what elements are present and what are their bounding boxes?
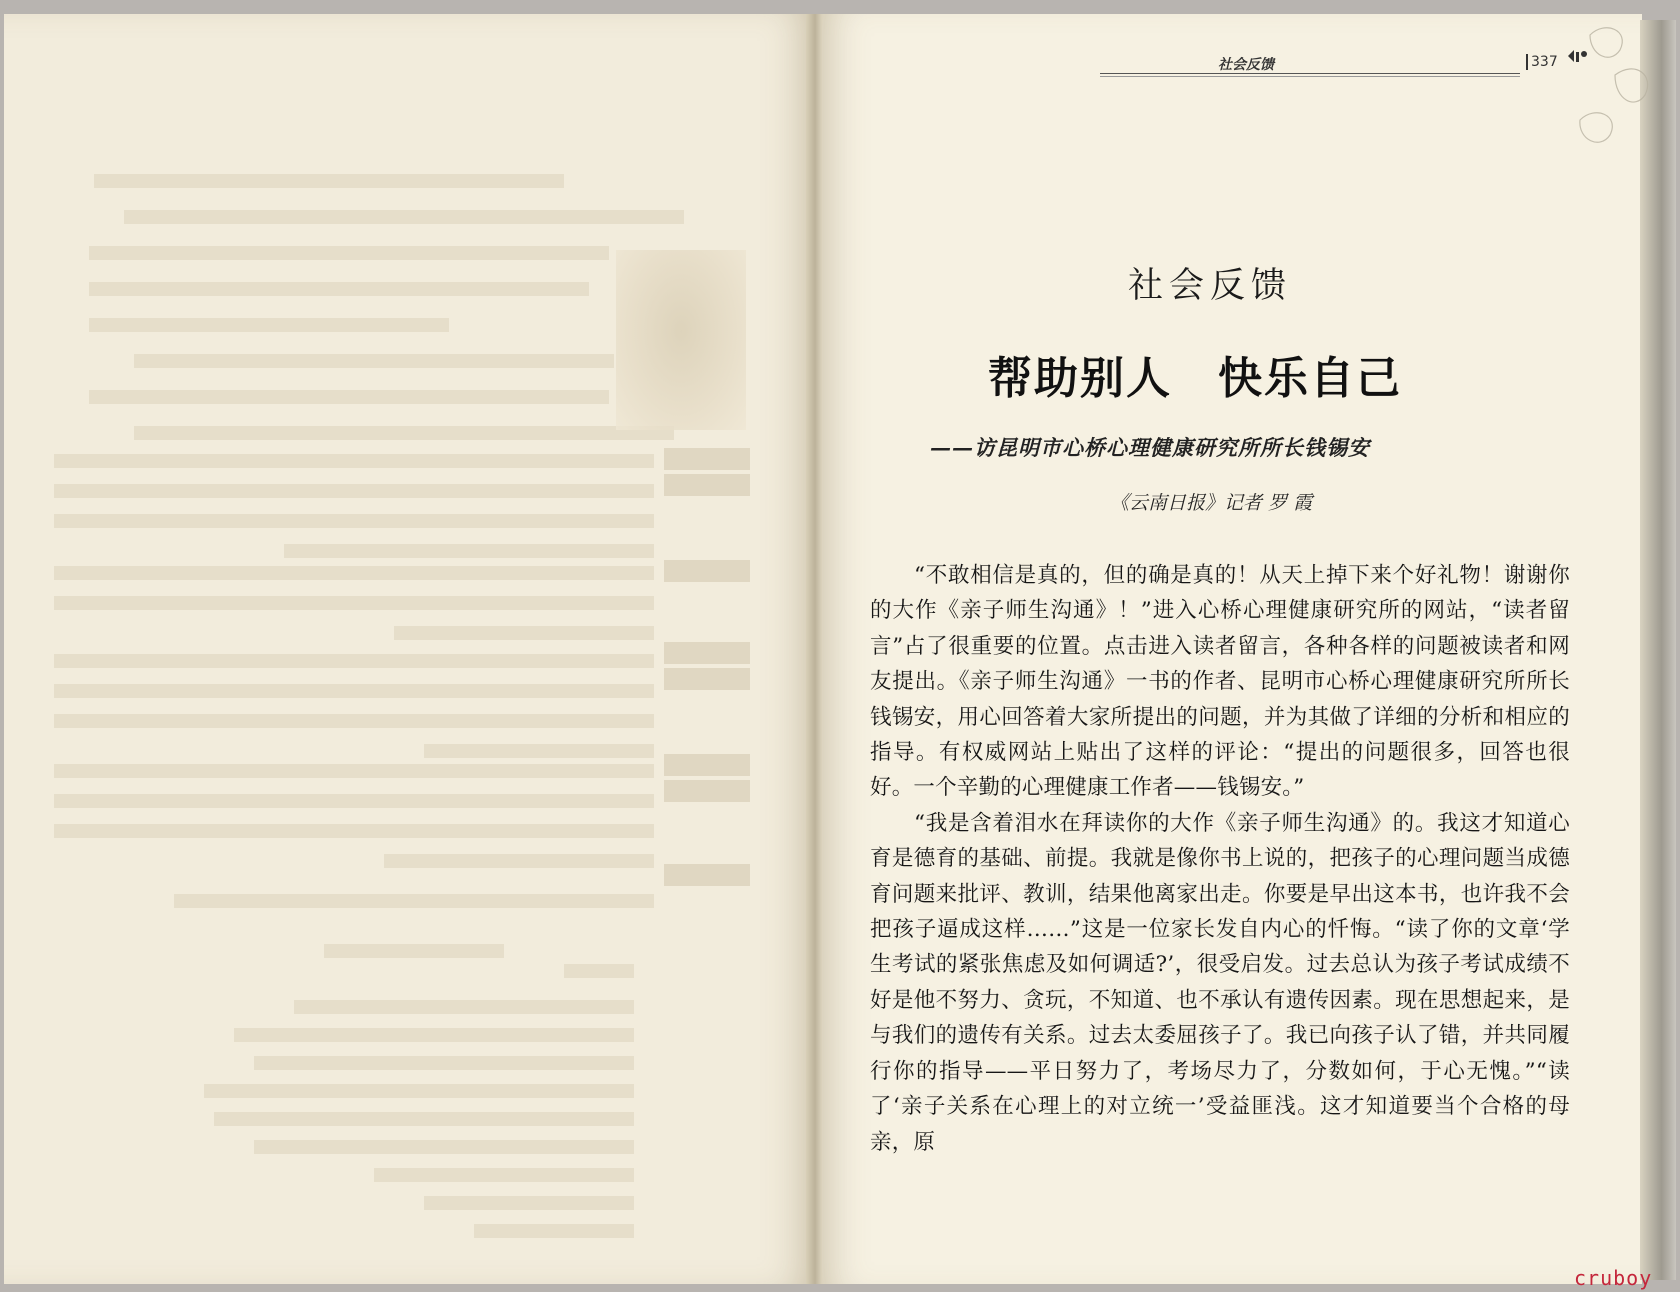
bleed-through-label — [664, 754, 750, 776]
bleed-through-line — [89, 246, 609, 260]
watermark: cruboy — [1574, 1266, 1653, 1290]
article-byline: 《云南日报》记者 罗 霞 — [1110, 492, 1313, 514]
bleed-through-line — [54, 684, 654, 698]
paragraph: “不敢相信是真的，但的确是真的！从天上掉下来个好礼物！谢谢你的大作《亲子师生沟通》！”进入心桥心理健康研究所的网站，“读者留言”占了很重要的位置。点击进入读者留言，各种各样的问题被读者和网友提出。《亲子师生沟通》一书的作者、昆明市心桥心理健康研究所所长钱锡安，用心回答着大家所提出的问题，并为其做了详细的分析和相应的指导。有权威网站上贴出了这样的评论：“提出的问题很多，回答也很好。一个辛勤的心理健康工作者——钱锡安。” — [870, 563, 1570, 801]
bleed-through-line — [324, 944, 504, 958]
bleed-through-line — [254, 1140, 634, 1154]
bleed-through-line — [89, 318, 449, 332]
bleed-through-label — [664, 780, 750, 802]
section-title: 社会反馈 — [1128, 266, 1293, 306]
bleed-through-line — [204, 1084, 634, 1098]
bleed-through-label — [664, 474, 750, 496]
bleed-through-label — [664, 642, 750, 664]
bleed-through-line — [54, 824, 654, 838]
article-subtitle: ——访昆明市心桥心理健康研究所所长钱锡安 — [930, 435, 1370, 460]
bleed-through-line — [424, 744, 654, 758]
header-rule — [1100, 73, 1520, 74]
running-head: 社会反馈 — [1218, 57, 1274, 73]
bleed-through-line — [124, 210, 684, 224]
bleed-through-line — [474, 1224, 634, 1238]
article-body — [870, 558, 1570, 1160]
bleed-through-label — [664, 864, 750, 886]
header-rule — [1100, 76, 1520, 77]
bleed-through-line — [214, 1112, 634, 1126]
bleed-through-label — [664, 668, 750, 690]
bleed-through-line — [89, 282, 589, 296]
bleed-through-line — [284, 544, 654, 558]
bleed-through-line — [54, 794, 654, 808]
page-number: 337 — [1526, 54, 1558, 70]
bleed-through-label — [664, 560, 750, 582]
leaf-decoration — [1560, 20, 1660, 160]
bleed-through-line — [54, 654, 654, 668]
bleed-through-line — [54, 566, 654, 580]
bleed-through-line — [54, 484, 654, 498]
bleed-through-line — [54, 514, 654, 528]
bleed-through-line — [54, 596, 654, 610]
bleed-through-line — [89, 390, 609, 404]
left-page — [4, 14, 814, 1284]
bleed-through-line — [564, 964, 634, 978]
bleed-through-line — [54, 714, 654, 728]
bleed-through-line — [374, 1168, 634, 1182]
bleed-through-line — [174, 894, 654, 908]
bleed-through-label — [664, 448, 750, 470]
bleed-through-line — [424, 1196, 634, 1210]
header-ornament-icon — [1566, 46, 1590, 66]
bleed-through-line — [234, 1028, 634, 1042]
bleed-through-line — [394, 626, 654, 640]
article-title: 帮助别人 快乐自己 — [988, 353, 1402, 404]
bleed-through-line — [294, 1000, 634, 1014]
bleed-through-line — [54, 764, 654, 778]
bleed-through-line — [384, 854, 654, 868]
bleed-through-line — [134, 426, 674, 440]
bleed-through-line — [54, 454, 654, 468]
bleed-through-line — [134, 354, 614, 368]
paragraph: “我是含着泪水在拜读你的大作《亲子师生沟通》的。我这才知道心育是德育的基础、前提。我就是像你书上说的，把孩子的心理问题当成德育问题来批评、教训，结果他离家出走。你要是早出这本书，也许我不会把孩子逼成这样……”这是一位家长发自内心的忏悔。“读了你的文章‘学生考试的紧张焦虑及如何调适?’，很受启发。过去总认为孩子考试成绩不好是他不努力、贪玩，不知道、也不承认有遗传因素。现在思想起来，是与我们的遗传有关系。过去太委屈孩子了。我已向孩子认了错，并共同履行你的指导——平日努力了，考场尽力了，分数如何，于心无愧。”“读了‘亲子关系在心理上的对立统一’受益匪浅。这才知道要当个合格的母亲，原 — [870, 810, 1570, 1155]
bleed-through-photo — [616, 250, 746, 430]
bleed-through-line — [94, 174, 564, 188]
bleed-through-line — [254, 1056, 634, 1070]
page-edge — [1640, 20, 1676, 1280]
